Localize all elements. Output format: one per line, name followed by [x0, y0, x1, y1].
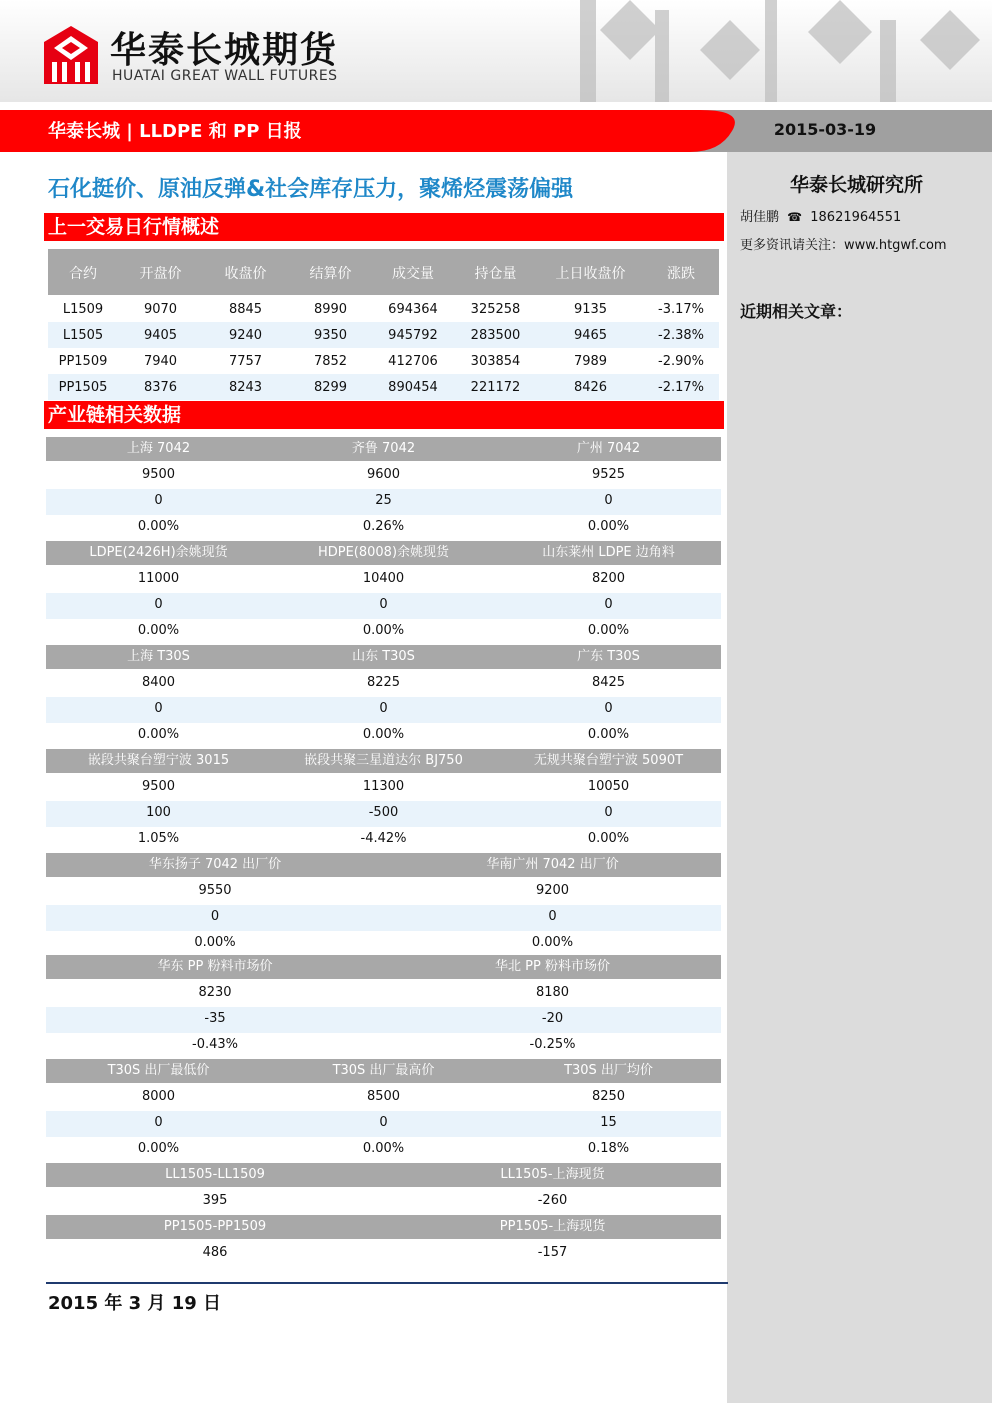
chain-header-cell: T30S 出厂最高价: [332, 1063, 435, 1078]
market-cell: 7852: [313, 354, 348, 369]
market-cell: L1509: [62, 302, 104, 317]
chain-cell-price: 9500: [141, 779, 176, 794]
chain-row-price: [46, 775, 721, 801]
chain-cell-change: 0: [154, 701, 163, 716]
sidebar: [727, 152, 992, 1403]
chain-cell-change: 0: [379, 597, 388, 612]
market-cell: 8376: [143, 380, 178, 395]
chain-cell-change: 25: [375, 493, 392, 508]
chain-row-price: [46, 879, 721, 905]
brand-name-en: HUATAI GREAT WALL FUTURES: [112, 68, 338, 84]
huatai-logo: [44, 26, 98, 84]
market-cell: 7757: [228, 354, 263, 369]
chain-cell-change: 0: [604, 701, 613, 716]
col-header: 涨跌: [667, 266, 695, 282]
chain-header-cell: 华东 PP 粉料市场价: [157, 959, 273, 974]
chain-cell-pct: 0.00%: [194, 935, 236, 950]
chain-cell-pct: -4.42%: [360, 831, 407, 846]
chain-header-cell: HDPE(8008)余姚现货: [317, 545, 450, 560]
market-cell: 694364: [388, 302, 438, 317]
chain-cell-price: 9525: [591, 467, 626, 482]
chain-cell-price: 11300: [362, 779, 405, 794]
chain-cell-price: 9500: [141, 467, 176, 482]
chain-header-cell: T30S 出厂最低价: [107, 1063, 210, 1078]
footer-divider: [46, 1282, 728, 1284]
col-header: 合约: [69, 266, 97, 282]
chain-row-pct: [46, 619, 721, 645]
chain-cell-pct: 0.26%: [362, 519, 405, 534]
market-row: [48, 374, 719, 400]
chain-block-header: [46, 1059, 721, 1083]
chain-block-header: [46, 541, 721, 565]
chain-header-cell: 上海 7042: [126, 441, 191, 456]
col-header: 成交量: [392, 266, 434, 282]
chain-cell-pct: 0.00%: [587, 727, 630, 742]
chain-row-price: [46, 981, 721, 1007]
market-cell: -2.17%: [658, 380, 704, 395]
chain-header-cell: 齐鲁 7042: [351, 441, 416, 456]
chain-cell-price: 9550: [198, 883, 232, 898]
chain-cell-price: 395: [202, 1193, 228, 1208]
chain-cell-pct: 0.00%: [362, 623, 405, 638]
market-cell: 283500: [470, 328, 521, 343]
chain-cell-price: 8200: [591, 571, 626, 586]
market-cell: 945792: [388, 328, 438, 343]
chain-row-price: [46, 463, 721, 489]
chain-cell-change: 0: [604, 493, 613, 508]
chain-row-price: [46, 567, 721, 593]
chain-cell-change: 0: [154, 1115, 163, 1130]
chain-header-cell: LL1505-上海现货: [500, 1167, 605, 1182]
brand-name-cn: 华泰长城期货: [110, 30, 339, 71]
chain-cell-price: 8425: [591, 675, 626, 690]
chain-cell-price: 8230: [198, 985, 232, 1000]
author-phone: 18621964551: [810, 210, 902, 225]
headline: 石化挺价、原油反弹&社会库存压力，聚烯烃震荡偏强: [48, 177, 574, 202]
chain-cell-pct: 1.05%: [137, 831, 180, 846]
market-cell: -2.38%: [658, 328, 704, 343]
chain-row-pct: [46, 1137, 721, 1163]
report-title: 华泰长城 | LLDPE 和 PP 日报: [48, 121, 302, 142]
chain-cell-change: 0: [379, 701, 388, 716]
chain-block-header: [46, 1163, 721, 1187]
chain-cell-pct: -0.43%: [192, 1037, 238, 1052]
col-header: 持仓量: [474, 266, 517, 282]
chain-header-cell: 广东 T30S: [577, 649, 640, 664]
chain-cell-pct: 0.18%: [587, 1141, 630, 1156]
col-header: 开盘价: [139, 266, 182, 282]
market-cell: 890454: [388, 380, 438, 395]
market-cell: -3.17%: [658, 302, 704, 317]
chain-header-cell: 华南广州 7042 出厂价: [486, 857, 619, 872]
chain-header-cell: 山东 T30S: [352, 649, 415, 664]
market-cell: 221172: [470, 380, 521, 395]
chain-cell-change: -35: [204, 1011, 226, 1026]
chain-cell-price: 8500: [366, 1089, 401, 1104]
chain-cell-pct: 0.00%: [362, 727, 405, 742]
chain-cell-change: 0: [154, 597, 163, 612]
chain-cell-price: 10400: [362, 571, 405, 586]
chain-cell-pct: -0.25%: [529, 1037, 576, 1052]
market-table-header: [48, 249, 719, 295]
chain-cell-price: 8400: [141, 675, 176, 690]
chain-cell-pct: 0.00%: [362, 1141, 405, 1156]
market-cell: 412706: [388, 354, 438, 369]
chain-cell-price: 8180: [535, 985, 570, 1000]
market-cell: -2.90%: [658, 354, 704, 369]
chain-cell-pct: 0.00%: [587, 519, 630, 534]
chain-cell-change: -20: [541, 1011, 564, 1026]
chain-cell-change: 0: [154, 493, 163, 508]
chain-header-cell: 上海 T30S: [127, 649, 190, 664]
market-cell: 325258: [470, 302, 521, 317]
chain-header-cell: LDPE(2426H)余姚现货: [89, 545, 228, 560]
phone-icon: ☎: [787, 210, 803, 224]
chain-block-header: [46, 1215, 721, 1239]
chain-cell-change: 0: [604, 597, 613, 612]
chain-cell-change: -500: [368, 805, 399, 820]
chain-row-pct: [46, 1033, 721, 1059]
chain-header-cell: PP1505-PP1509: [163, 1219, 267, 1234]
market-cell: PP1505: [58, 380, 108, 395]
market-cell: 7940: [143, 354, 178, 369]
market-cell: 9465: [573, 328, 608, 343]
market-cell: 9070: [143, 302, 178, 317]
col-header: 收盘价: [224, 266, 267, 282]
chain-cell-price: 11000: [137, 571, 180, 586]
chain-cell-change: 15: [600, 1115, 617, 1130]
chain-cell-pct: 0.00%: [137, 1141, 180, 1156]
market-cell: 8243: [228, 380, 263, 395]
chain-header-cell: 广州 7042: [576, 441, 641, 456]
chain-cell-price: 8250: [591, 1089, 626, 1104]
market-cell: 9405: [143, 328, 178, 343]
col-header: 上日收盘价: [555, 266, 626, 282]
chain-cell-price: 8000: [141, 1089, 176, 1104]
chain-header-cell: 嵌段共聚台塑宁波 3015: [87, 753, 230, 768]
chain-block-header: [46, 853, 721, 877]
chain-block-header: [46, 955, 721, 979]
chain-row-pct: [46, 515, 721, 541]
chain-cell-change: 100: [146, 805, 171, 820]
chain-row-change: [46, 801, 721, 827]
chain-header-cell: 华东扬子 7042 出厂价: [148, 857, 282, 872]
market-cell: 303854: [470, 354, 521, 369]
market-cell: 8845: [228, 302, 263, 317]
chain-cell-pct: 0.00%: [531, 935, 574, 950]
chain-row-change: [46, 697, 721, 723]
chain-cell-change: 0: [548, 909, 557, 924]
chain-cell-price: 8225: [366, 675, 401, 690]
market-cell: 9135: [573, 302, 608, 317]
market-row: [48, 348, 719, 374]
market-cell: PP1509: [58, 354, 108, 369]
chain-header-cell: 山东莱州 LDPE 边角料: [542, 545, 675, 560]
chain-header-cell: 无规共聚台塑宁波 5090T: [533, 753, 684, 768]
section-title-market: 上一交易日行情概述: [44, 213, 724, 241]
chain-row-pct: [46, 827, 721, 853]
chain-block-header: [46, 645, 721, 669]
market-cell: 8990: [313, 302, 348, 317]
market-cell: L1505: [62, 328, 104, 343]
chain-cell-price: -260: [537, 1193, 568, 1208]
chain-row-change: [46, 489, 721, 515]
chain-row-change: [46, 1007, 721, 1033]
market-cell: 8299: [313, 380, 348, 395]
chain-row-price: [46, 671, 721, 697]
chain-header-cell: 华北 PP 粉料市场价: [495, 959, 610, 974]
market-row: [48, 322, 719, 348]
market-cell: 7989: [573, 354, 608, 369]
chain-block-header: [46, 437, 721, 461]
chain-cell-change: 0: [210, 909, 220, 924]
institute-name: 华泰长城研究所: [790, 174, 924, 196]
chain-cell-price: 486: [202, 1245, 228, 1260]
market-cell: 9240: [228, 328, 263, 343]
chain-row-change: [46, 593, 721, 619]
market-cell: 8426: [573, 380, 608, 395]
market-row: [48, 296, 719, 322]
building-decoration: [560, 0, 992, 102]
chain-row-price: [46, 1189, 721, 1215]
chain-cell-price: -157: [537, 1245, 568, 1260]
chain-cell-change: 0: [604, 805, 613, 820]
chain-cell-change: 0: [379, 1115, 388, 1130]
chain-row-change: [46, 1111, 721, 1137]
chain-header-cell: LL1505-LL1509: [165, 1167, 265, 1182]
chain-cell-pct: 0.00%: [587, 831, 630, 846]
recent-articles-label: 近期相关文章：: [740, 302, 853, 321]
chain-row-price: [46, 1241, 721, 1267]
author-line: [740, 206, 901, 225]
chain-cell-pct: 0.00%: [587, 623, 630, 638]
more-info: 更多资讯请关注：www.htgwf.com: [740, 238, 947, 253]
chain-row-pct: [46, 723, 721, 749]
chain-header-cell: 嵌段共聚三星道达尔 BJ750: [304, 753, 463, 768]
chain-cell-price: 9600: [366, 467, 401, 482]
chain-row-change: [46, 905, 721, 931]
chain-row-pct: [46, 931, 721, 957]
author-name: 胡佳鹏: [740, 210, 780, 225]
chain-header-cell: PP1505-上海现货: [499, 1219, 606, 1234]
chain-cell-price: 10050: [587, 779, 630, 794]
market-cell: 9350: [313, 328, 348, 343]
chain-block-header: [46, 749, 721, 773]
col-header: 结算价: [309, 266, 352, 282]
section-title-chain: 产业链相关数据: [44, 401, 724, 429]
chain-cell-price: 9200: [535, 883, 570, 898]
chain-cell-pct: 0.00%: [137, 519, 180, 534]
footer-date: 2015 年 3 月 19 日: [48, 1293, 222, 1314]
chain-cell-pct: 0.00%: [137, 623, 180, 638]
report-date: 2015-03-19: [773, 120, 877, 139]
chain-row-price: [46, 1085, 721, 1111]
chain-cell-pct: 0.00%: [137, 727, 180, 742]
chain-header-cell: T30S 出厂均价: [564, 1063, 653, 1078]
